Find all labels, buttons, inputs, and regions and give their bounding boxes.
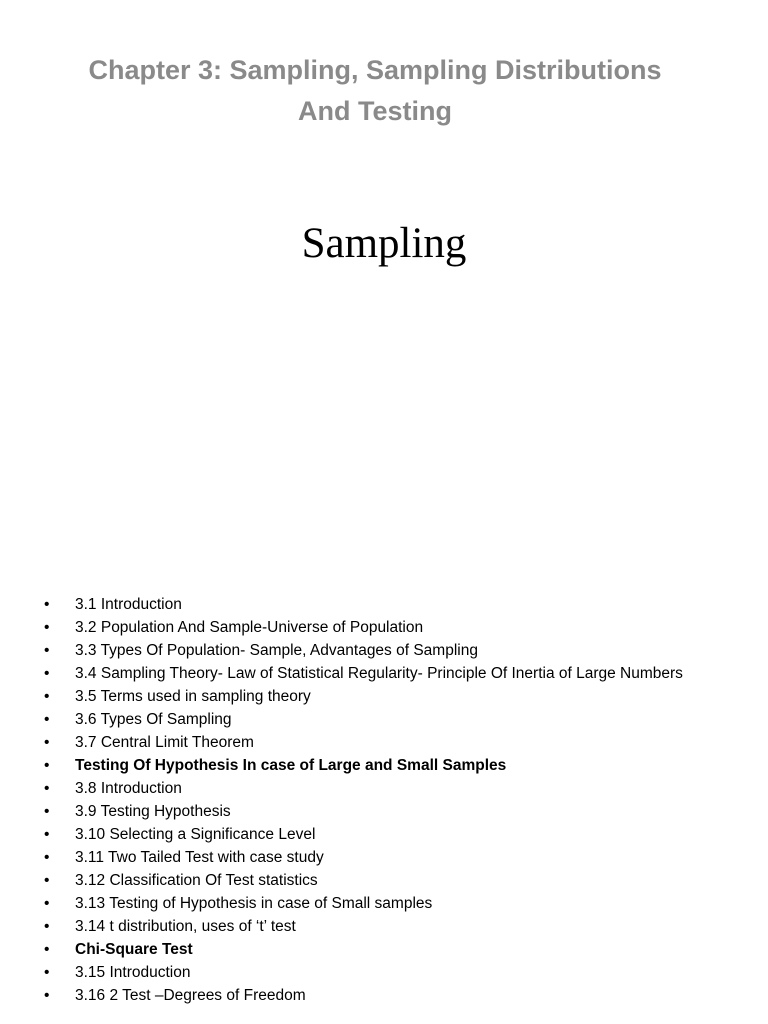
- bullet-icon: •: [44, 803, 50, 820]
- toc-item: [44, 641, 734, 660]
- chapter-title: [0, 50, 750, 132]
- bullet-icon: •: [44, 826, 50, 843]
- toc-item-text: Testing Of Hypothesis In case of Large and Small Samples: [75, 757, 507, 774]
- bullet-icon: •: [44, 642, 50, 659]
- chapter-title-line-2: And Testing: [298, 96, 452, 126]
- toc-item-text: 3.8 Introduction: [75, 780, 182, 797]
- toc-item-text: 3.13 Testing of Hypothesis in case of Small samples: [75, 895, 433, 912]
- chapter-title-line-1: Chapter 3: Sampling, Sampling Distributions: [88, 55, 662, 85]
- bullet-icon: •: [44, 711, 50, 728]
- bullet-icon: •: [44, 665, 50, 682]
- bullet-icon: •: [44, 688, 50, 705]
- toc-item: [44, 595, 734, 614]
- bullet-icon: •: [44, 596, 50, 613]
- toc-item: [44, 710, 734, 729]
- toc-item: [44, 871, 734, 890]
- toc-item-text: Chi-Square Test: [75, 941, 193, 958]
- toc-item: [44, 802, 734, 821]
- toc-item: [44, 618, 734, 637]
- toc-section-heading: [44, 756, 734, 775]
- toc-item-text: 3.4 Sampling Theory- Law of Statistical Regularity- Principle Of Inertia of Large Numbers: [75, 665, 683, 682]
- toc-item: [44, 825, 734, 844]
- bullet-icon: •: [44, 757, 50, 774]
- bullet-icon: •: [44, 849, 50, 866]
- toc-item-text: 3.14 t distribution, uses of ‘t’ test: [75, 918, 296, 935]
- bullet-icon: •: [44, 964, 50, 981]
- bullet-icon: •: [44, 918, 50, 935]
- bullet-icon: •: [44, 941, 50, 958]
- toc-item-text: 3.16 2 Test –Degrees of Freedom: [75, 987, 306, 1004]
- table-of-contents: [44, 595, 734, 1009]
- toc-item-text: 3.5 Terms used in sampling theory: [75, 688, 311, 705]
- toc-item: [44, 687, 734, 706]
- toc-item: [44, 963, 734, 982]
- toc-item-text: 3.11 Two Tailed Test with case study: [75, 849, 324, 866]
- toc-item: [44, 848, 734, 867]
- toc-item: [44, 894, 734, 913]
- toc-item: [44, 733, 734, 752]
- bullet-icon: •: [44, 780, 50, 797]
- bullet-icon: •: [44, 619, 50, 636]
- toc-item-text: 3.12 Classification Of Test statistics: [75, 872, 318, 889]
- toc-item: [44, 917, 734, 936]
- toc-item: [44, 779, 734, 798]
- bullet-icon: •: [44, 895, 50, 912]
- toc-section-heading: [44, 940, 734, 959]
- toc-item-text: 3.3 Types Of Population- Sample, Advantages of Sampling: [75, 642, 478, 659]
- toc-item-text: 3.6 Types Of Sampling: [75, 711, 232, 728]
- toc-item-text: 3.9 Testing Hypothesis: [75, 803, 231, 820]
- bullet-icon: •: [44, 734, 50, 751]
- section-heading: Sampling: [301, 220, 467, 267]
- toc-item-text: 3.2 Population And Sample-Universe of Population: [75, 619, 424, 636]
- toc-item: [44, 986, 734, 1005]
- bullet-icon: •: [44, 987, 50, 1004]
- toc-item-text: 3.1 Introduction: [75, 596, 182, 613]
- toc-item-text: 3.15 Introduction: [75, 964, 191, 981]
- toc-item-text: 3.10 Selecting a Significance Level: [75, 826, 316, 843]
- toc-item-text: 3.7 Central Limit Theorem: [75, 734, 254, 751]
- toc-item: [44, 664, 734, 683]
- bullet-icon: •: [44, 872, 50, 889]
